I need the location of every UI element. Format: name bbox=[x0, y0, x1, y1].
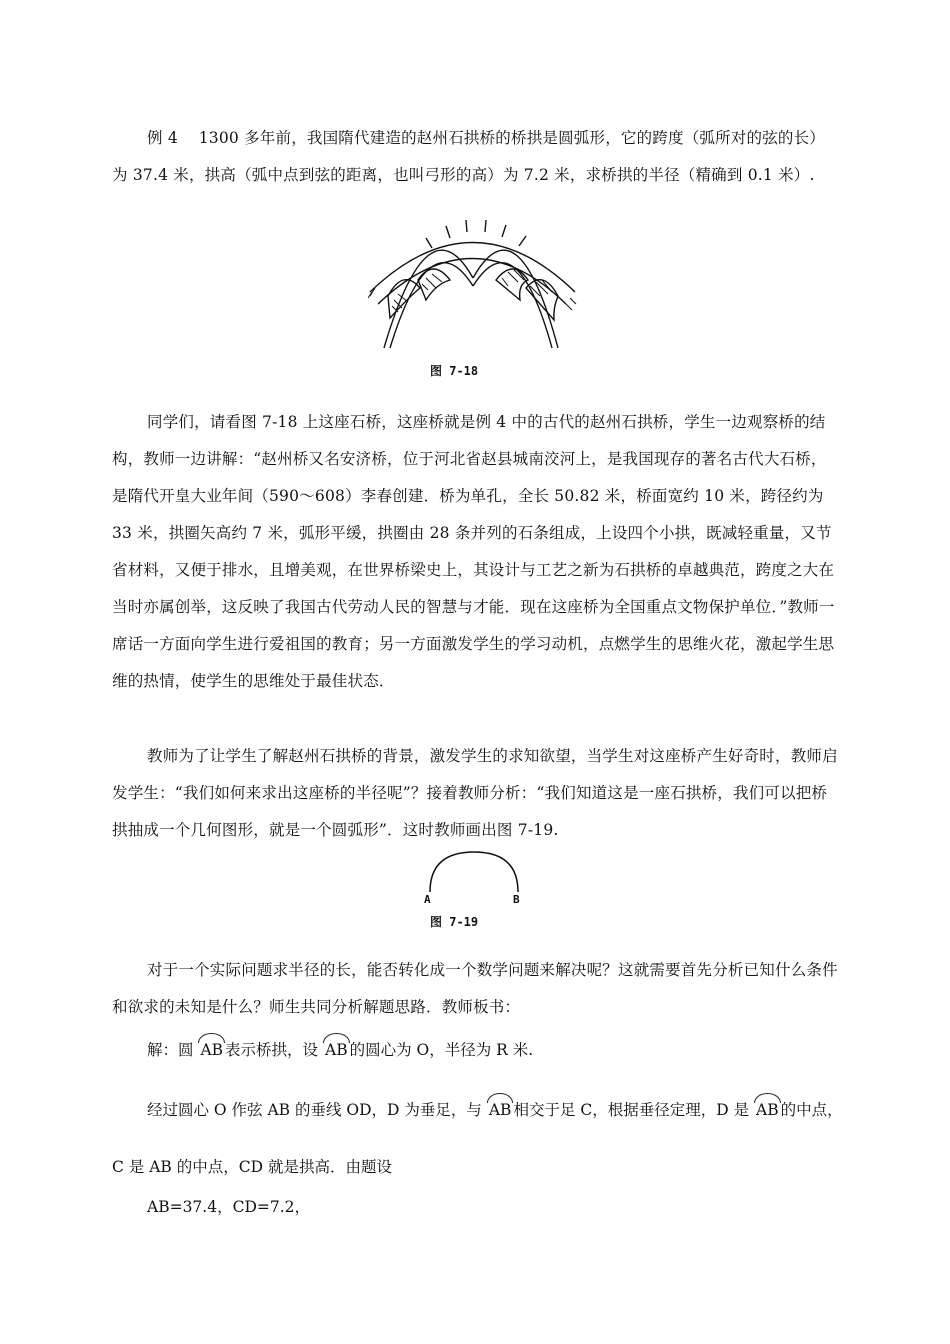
zhaozhou-bridge-figure bbox=[368, 208, 578, 358]
construction-text-2: 相交于足 C，根据垂径定理，D 是 bbox=[513, 1101, 750, 1119]
bridge-description-paragraph: 同学们，请看图 7-18 上这座石桥，这座桥就是例 4 中的古代的赵州石拱桥，学生一边观察桥的结构，教师一边讲解：“赵州桥又名安济桥，位于河北省赵县城南洨河上，是我国现存的著名古代大石桥，是隋代开皇大业年间（590～608）李春创建．桥为单孔，全长 50.82 米，桥面宽约 10 米，跨径约为 33 米，拱圈矢高约 7 米，弧形平缓，拱圈由 28 条并列的石条组成，上设四个小拱，既减轻重量，又节省材料，又便于排水，且增美观，在世界桥梁史上，其设计与工艺之新为石拱桥的卓越典范，跨度之大在当时亦属创举，这反映了我国古代劳动人民的智慧与才能．现在这座桥为全国重点文物保护单位．”教师一席话一方面向学生进行爱祖国的教育；另一方面激发学生的学习动机，点燃学生的思维火花，激起学生思维的热情，使学生的思维处于最佳状态． bbox=[112, 413, 835, 690]
arc-ab-figure bbox=[420, 850, 528, 902]
arc-ab-symbol: AB bbox=[200, 1041, 224, 1059]
solution-line bbox=[147, 1040, 533, 1060]
point-a-label: A bbox=[424, 893, 431, 906]
solution-text-1: 解：圆 bbox=[147, 1041, 194, 1059]
construction-text-1: 经过圆心 O 作弦 AB 的垂线 OD，D 为垂足，与 bbox=[147, 1101, 482, 1119]
construction-line-1 bbox=[147, 1100, 843, 1120]
figure-7-19-caption: 图 7-19 bbox=[430, 915, 479, 929]
given-values: AB=37.4，CD=7.2， bbox=[147, 1198, 311, 1216]
arc-ab-symbol: AB bbox=[325, 1041, 348, 1059]
teacher-guidance-paragraph: 教师为了让学生了解赵州石拱桥的背景，激发学生的求知欲望，当学生对这座桥产生好奇时，教师启发学生：“我们如何来求出这座桥的半径呢”？接着教师分析：“我们知道这是一座石拱桥，我们可以把桥拱抽成一个几何图形，就是一个圆弧形”．这时教师画出图 7-19. bbox=[112, 747, 838, 839]
example-4-problem: 例 4 1300 多年前，我国隋代建造的赵州石拱桥的桥拱是圆弧形，它的跨度（弧所对的弦的长）为 37.4 米，拱高（弧中点到弦的距离，也叫弓形的高）为 7.2 米，求桥拱的半径（精确到 0.1 米）. bbox=[112, 129, 825, 184]
construction-text-3: 的中点， bbox=[780, 1101, 843, 1119]
solution-text-3: 的圆心为 O，半径为 R 米. bbox=[349, 1041, 534, 1059]
point-b-label: B bbox=[513, 893, 520, 906]
construction-line-2: C 是 AB 的中点，CD 就是拱高．由题设 bbox=[112, 1158, 392, 1176]
solution-text-2: 表示桥拱，设 bbox=[225, 1041, 319, 1059]
arc-ab-symbol: AB bbox=[756, 1101, 779, 1119]
arc-ab-symbol: AB bbox=[488, 1101, 512, 1119]
figure-7-18-caption: 图 7-18 bbox=[430, 364, 479, 378]
problem-analysis-paragraph: 对于一个实际问题求半径的长，能否转化成一个数学问题来解决呢？这就需要首先分析已知什么条件和欲求的未知是什么？师生共同分析解题思路．教师板书： bbox=[112, 961, 838, 1016]
